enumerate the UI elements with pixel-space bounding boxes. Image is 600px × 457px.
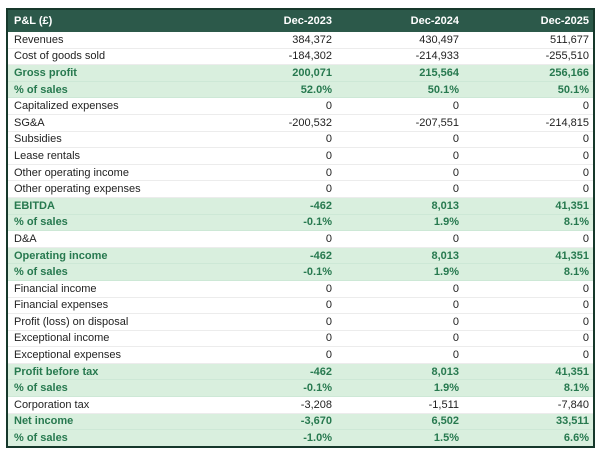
row-value: 1.9% <box>433 382 459 395</box>
row-value: 0 <box>452 183 459 196</box>
row-value: -462 <box>309 199 332 212</box>
table-row <box>8 115 593 132</box>
row-value: 6.6% <box>563 432 589 445</box>
row-value: 0 <box>452 133 459 146</box>
row-value: 0 <box>325 349 332 362</box>
row-value: 0 <box>325 183 332 196</box>
row-label: Revenues <box>14 33 64 46</box>
row-label: Gross profit <box>14 66 77 79</box>
row-value: -214,815 <box>545 116 589 129</box>
row-value: 1.9% <box>433 216 459 229</box>
pl-table <box>6 8 595 448</box>
table-row <box>8 347 593 364</box>
row-value: 0 <box>582 282 589 295</box>
row-value: -200,532 <box>288 116 332 129</box>
table-row-subtotal <box>8 248 593 265</box>
table-row-subtotal <box>8 380 593 397</box>
row-value: 50.1% <box>557 83 589 96</box>
row-label: EBITDA <box>14 199 55 212</box>
table-row-subtotal <box>8 414 593 431</box>
row-value: 0 <box>325 100 332 113</box>
table-row <box>8 32 593 49</box>
row-value: 0 <box>452 332 459 345</box>
row-value: -7,840 <box>557 398 589 411</box>
table-row <box>8 165 593 182</box>
row-value: 0 <box>325 332 332 345</box>
row-value: 0 <box>582 166 589 179</box>
row-label: Corporation tax <box>14 398 90 411</box>
row-value: 8.1% <box>563 216 589 229</box>
table-row <box>8 132 593 149</box>
row-value: 0 <box>452 315 459 328</box>
row-label: Net income <box>14 415 74 428</box>
table-row-subtotal <box>8 198 593 215</box>
row-value: -3,670 <box>300 415 332 428</box>
table-row-subtotal <box>8 364 593 381</box>
table-row <box>8 298 593 315</box>
row-value: -1.0% <box>303 432 332 445</box>
row-label: Financial income <box>14 282 97 295</box>
row-label: Profit (loss) on disposal <box>14 315 129 328</box>
row-value: -0.1% <box>303 216 332 229</box>
row-value: -0.1% <box>303 382 332 395</box>
row-value: 0 <box>452 349 459 362</box>
row-value: 6,502 <box>431 415 459 428</box>
row-label: Other operating income <box>14 166 129 179</box>
row-label: Other operating expenses <box>14 183 141 196</box>
row-value: 0 <box>582 349 589 362</box>
row-value: 0 <box>582 100 589 113</box>
row-value: -1,511 <box>428 398 459 411</box>
row-value: 33,511 <box>555 415 589 428</box>
row-label: D&A <box>14 232 37 245</box>
table-row <box>8 98 593 115</box>
table-row-subtotal <box>8 65 593 82</box>
row-value: 41,351 <box>555 365 589 378</box>
row-value: 215,564 <box>419 66 459 79</box>
row-value: 8,013 <box>431 249 459 262</box>
row-label: % of sales <box>14 266 68 279</box>
row-label: Operating income <box>14 249 108 262</box>
row-value: 0 <box>582 133 589 146</box>
row-label: Financial expenses <box>14 299 109 312</box>
row-value: -3,208 <box>300 398 332 411</box>
row-value: 0 <box>325 166 332 179</box>
row-value: 430,497 <box>419 33 459 46</box>
row-value: 200,071 <box>292 66 332 79</box>
row-label: Lease rentals <box>14 149 81 162</box>
row-value: 0 <box>452 299 459 312</box>
row-value: 0 <box>325 299 332 312</box>
row-label: % of sales <box>14 432 68 445</box>
row-value: 0 <box>452 100 459 113</box>
row-value: 8.1% <box>563 266 589 279</box>
row-value: 52.0% <box>300 83 332 96</box>
row-value: 256,166 <box>549 66 589 79</box>
row-value: 0 <box>452 232 459 245</box>
column-header-dec-2025: Dec-2025 <box>540 15 589 27</box>
row-value: 8,013 <box>431 199 459 212</box>
table-row <box>8 314 593 331</box>
pl-table-body <box>8 32 593 446</box>
row-value: -207,551 <box>415 116 459 129</box>
table-row <box>8 331 593 348</box>
table-row-subtotal <box>8 264 593 281</box>
table-row <box>8 148 593 165</box>
row-value: 0 <box>582 183 589 196</box>
row-value: -184,302 <box>288 50 332 63</box>
row-value: -214,933 <box>415 50 459 63</box>
table-row-subtotal <box>8 82 593 99</box>
row-value: 0 <box>582 299 589 312</box>
row-label: Profit before tax <box>14 365 99 378</box>
row-value: 0 <box>582 149 589 162</box>
row-value: 0 <box>325 149 332 162</box>
row-value: 0 <box>325 282 332 295</box>
row-value: 0 <box>325 133 332 146</box>
table-row <box>8 49 593 66</box>
row-value: 1.9% <box>433 266 459 279</box>
row-value: 0 <box>325 315 332 328</box>
row-value: 511,677 <box>550 33 589 46</box>
row-value: 0 <box>582 332 589 345</box>
table-row-subtotal <box>8 430 593 446</box>
row-label: % of sales <box>14 382 68 395</box>
row-value: 0 <box>452 166 459 179</box>
row-value: -462 <box>309 249 332 262</box>
row-value: 50.1% <box>427 83 459 96</box>
column-header-dec-2024: Dec-2024 <box>410 15 459 27</box>
row-value: 0 <box>582 232 589 245</box>
table-row <box>8 181 593 198</box>
row-value: 0 <box>452 282 459 295</box>
row-label: Exceptional expenses <box>14 349 122 362</box>
table-title: P&L (£) <box>14 15 53 27</box>
row-value: 384,372 <box>292 33 332 46</box>
row-value: 8,013 <box>431 365 459 378</box>
row-value: -0.1% <box>303 266 332 279</box>
row-label: Exceptional income <box>14 332 110 345</box>
row-value: 0 <box>452 149 459 162</box>
row-label: Cost of goods sold <box>14 50 106 63</box>
row-label: % of sales <box>14 216 68 229</box>
table-header-row <box>8 10 593 32</box>
table-row <box>8 231 593 248</box>
row-value: 1.5% <box>433 432 459 445</box>
row-value: -462 <box>309 365 332 378</box>
row-value: -255,510 <box>545 50 589 63</box>
row-value: 0 <box>582 315 589 328</box>
row-value: 0 <box>325 232 332 245</box>
row-label: Subsidies <box>14 133 62 146</box>
table-row <box>8 281 593 298</box>
column-header-dec-2023: Dec-2023 <box>283 15 332 27</box>
table-row <box>8 397 593 414</box>
row-value: 8.1% <box>563 382 589 395</box>
row-label: % of sales <box>14 83 68 96</box>
row-label: SG&A <box>14 116 45 129</box>
row-value: 41,351 <box>555 249 589 262</box>
row-label: Capitalized expenses <box>14 100 119 113</box>
table-row-subtotal <box>8 215 593 232</box>
row-value: 41,351 <box>555 199 589 212</box>
